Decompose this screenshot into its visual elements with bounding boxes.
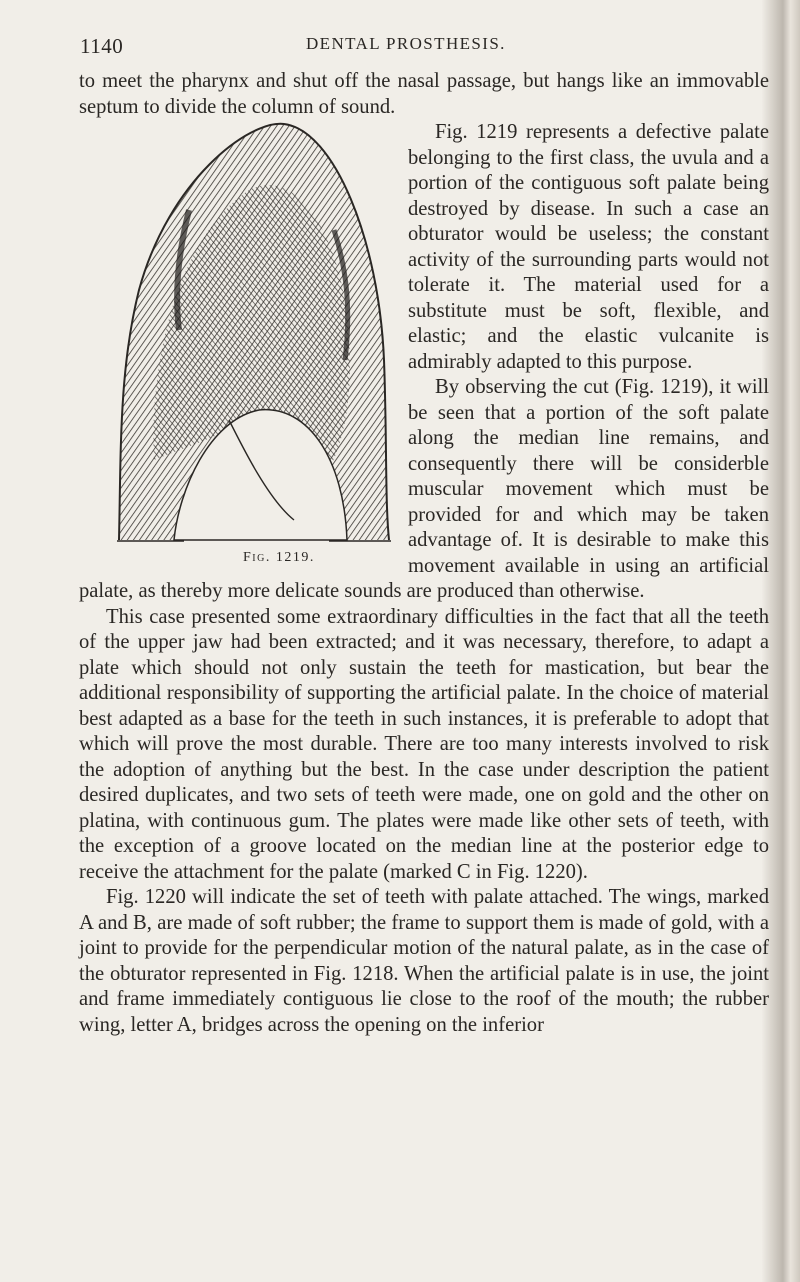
running-head: DENTAL PROSTHESIS.	[306, 34, 506, 53]
paragraph-observing-cut: By observing the cut (Fig. 1219), it will be seen that a portion of the soft palate along the median line remains, and consequently there will be considerble muscular movement which must be provided for and which may be taken advantage of. It is desirable to make this movement available in using an artificial palate, as thereby more delicate sounds are produced than otherwise.	[79, 376, 769, 602]
paragraph-extraordinary-difficulties: This case presented some extraordinary difficulties in the fact that all the teeth of the upper jaw had been extracted; and it was necessary, therefore, to adapt a plate which should not only sustain the teeth for mastication, but bear the additional responsibility of supporting the artificial palate. In the choice of material best adapted as a base for the teeth in such instances, it is preferable to adopt that which will prove the most durable. There are too many interests involved to risk the adoption of anything but the best. In the case under description the patient desired duplicates, and two sets of teeth were made, one on gold and the other on platina, with continuous gum. The plates were made like other sets of teeth, with the exception of a groove located on the median line at the posterior edge to receive the attachment for the palate (marked C in Fig. 1220).	[79, 605, 769, 883]
page-number: 1140	[80, 34, 124, 58]
palate-illustration	[79, 120, 404, 575]
paragraph-continued: to meet the pharynx and shut off the nasal passage, but hangs like an immovable septum to divide the column of sound.	[79, 70, 769, 118]
figure-1219	[79, 120, 404, 575]
body-text	[79, 69, 769, 1038]
paragraph-fig-1219-text: Fig. 1219 represents a defective palate belonging to the first class, the uvula and a portion of the contiguous soft palate being destroyed by disease. In such a case an obturator would be useless; the constant activity of the surrounding parts would not tolerate it. The material used for a substitute must be soft, flexible, and elastic; and the elastic vulcanite is admirably adapted to this purpose.	[408, 121, 769, 373]
paragraph-fig-1220: Fig. 1220 will indicate the set of teeth with palate attached. The wings, marked A and B, are made of soft rubber; the frame to support them is made of gold, with a joint to provide for the perpendicular motion of the natural palate, as in the case of the obturator represented in Fig. 1218. When the artificial palate is in use, the joint and frame immediately contiguous lie close to the roof of the mouth; the rubber wing, letter A, bridges across the opening on the inferior	[79, 886, 769, 1036]
figure-caption: Fig. 1219.	[243, 550, 315, 565]
page-header	[0, 30, 770, 60]
